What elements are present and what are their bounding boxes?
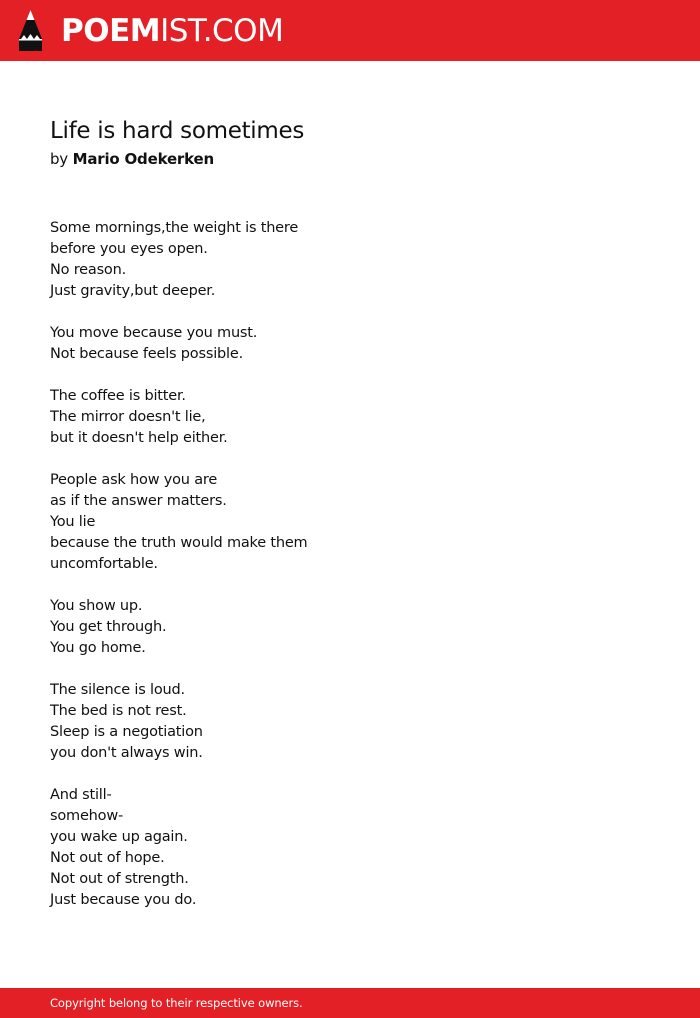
poem-line: The mirror doesn't lie,	[50, 409, 206, 425]
stanza-gap	[50, 659, 650, 680]
stanza-gap	[50, 302, 650, 323]
stanza-gap	[50, 365, 650, 386]
poem-line: You show up.	[50, 598, 143, 614]
copyright-text: Copyright belong to their respective owners.	[50, 996, 303, 1010]
poem-line: but it doesn't help either.	[50, 430, 228, 446]
stanza	[50, 680, 650, 764]
stanza-gap	[50, 449, 650, 470]
stanza	[50, 470, 650, 575]
poem-line: The coffee is bitter.	[50, 388, 186, 404]
logo-light-text: IST.COM	[160, 13, 284, 49]
poem-title: Life is hard sometimes	[50, 118, 305, 144]
stanza	[50, 785, 650, 911]
poem-line: Just gravity,but deeper.	[50, 283, 216, 299]
poem-line: uncomfortable.	[50, 556, 158, 572]
poem-line: And still-	[50, 787, 112, 803]
stanza-gap	[50, 764, 650, 785]
poem-line: Some mornings,the weight is there	[50, 220, 299, 236]
byline	[50, 148, 214, 170]
poem-line: You move because you must.	[50, 325, 258, 341]
poem-line: Not out of hope.	[50, 850, 165, 866]
poem-line: you don't always win.	[50, 745, 203, 761]
poem-line: Sleep is a negotiation	[50, 724, 203, 740]
poem-line: The bed is not rest.	[50, 703, 187, 719]
site-header	[0, 0, 700, 61]
poem-line: before you eyes open.	[50, 241, 208, 257]
stanza-gap	[50, 575, 650, 596]
author-name: Mario Odekerken	[72, 150, 214, 168]
by-label: by	[50, 150, 68, 168]
poem-line: You go home.	[50, 640, 146, 656]
stanza	[50, 323, 650, 365]
poem-line: somehow-	[50, 808, 124, 824]
stanza	[50, 218, 650, 302]
poem-line: You get through.	[50, 619, 167, 635]
poem-line: No reason.	[50, 262, 127, 278]
site-logo[interactable]	[61, 11, 283, 51]
poem-line: Not because feels possible.	[50, 346, 243, 362]
poem-body	[50, 218, 650, 911]
stanza	[50, 386, 650, 449]
stanza	[50, 596, 650, 659]
poem-line: Not out of strength.	[50, 871, 189, 887]
poem-line: as if the answer matters.	[50, 493, 227, 509]
poem-line: you wake up again.	[50, 829, 188, 845]
poem-line: The silence is loud.	[50, 682, 185, 698]
logo-bold-text: POEM	[61, 13, 161, 49]
poem-line: Just because you do.	[50, 892, 197, 908]
pencil-tip-icon[interactable]	[17, 9, 44, 52]
poem-line: People ask how you are	[50, 472, 218, 488]
site-footer	[0, 988, 700, 1018]
poem-line: because the truth would make them	[50, 535, 308, 551]
poem-line: You lie	[50, 514, 96, 530]
